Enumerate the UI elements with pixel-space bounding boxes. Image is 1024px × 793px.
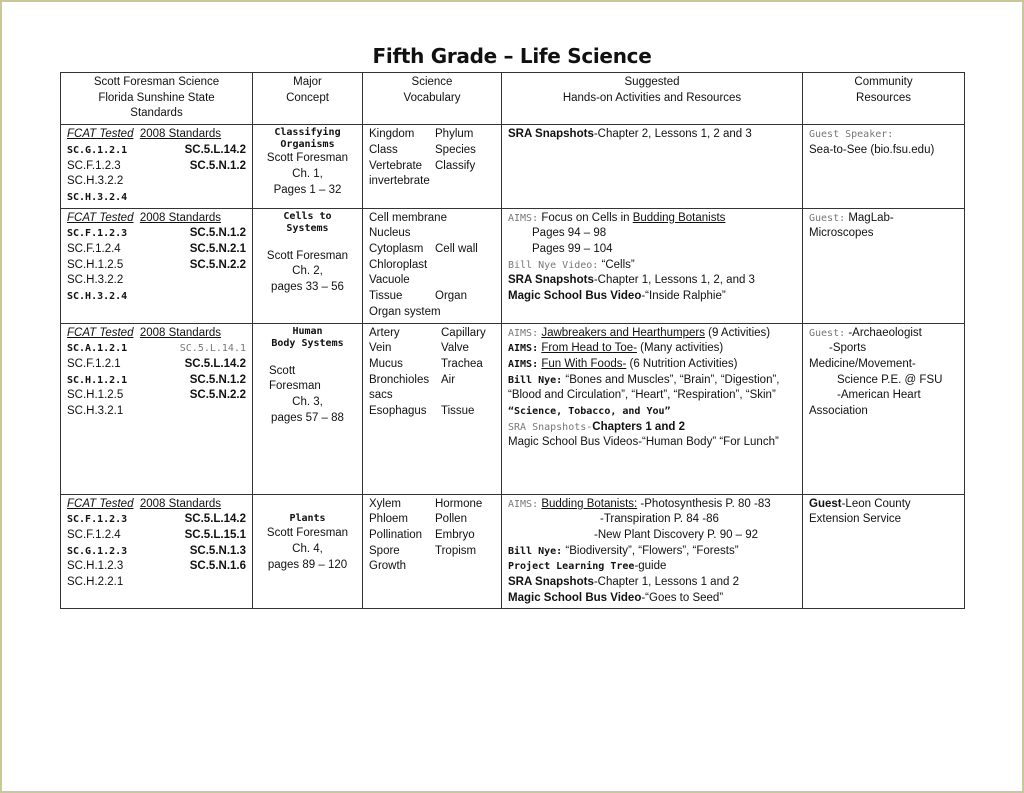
standard-code: SC.H.1.2.3 xyxy=(67,560,124,573)
concept-title: Cells to Systems xyxy=(283,210,332,234)
header-activities xyxy=(502,73,803,125)
head-to-toe-link[interactable]: From Head to Toe- xyxy=(541,342,637,355)
vocab-term: Tissue xyxy=(441,405,475,418)
activities-cell xyxy=(502,208,803,323)
project-learning-tree-text: -guide xyxy=(634,560,667,573)
vocab-term: Bronchioles xyxy=(369,373,430,386)
aims-label: AIMS: xyxy=(508,327,539,339)
standards-cell xyxy=(61,125,253,209)
magic-school-bus-text: -“Inside Ralphie” xyxy=(641,290,726,303)
aims-text: (9 Activities) xyxy=(704,326,771,339)
header-vocabulary-text: Science Vocabulary xyxy=(403,76,461,104)
bill-nye-text: “Cells” xyxy=(601,258,635,271)
project-learning-tree-label: Project Learning Tree xyxy=(508,561,635,573)
standard-code: SC.H.1.2.1 xyxy=(67,374,128,386)
header-activities-text: Suggested Hands-on Activities and Resources xyxy=(562,76,742,104)
standards-2008-label: 2008 Standards xyxy=(139,211,222,224)
standard-code-2008: SC.5.L.14.2 xyxy=(184,143,246,156)
standard-code-2008: SC.5.N.2.2 xyxy=(189,258,246,271)
vocab-term: Trachea xyxy=(441,357,483,370)
header-standards-text: Scott Foresman Science Florida Sunshine State Standards xyxy=(93,76,220,120)
standard-code-2008: SC.5.N.1.6 xyxy=(189,560,246,573)
standard-code: SC.F.1.2.4 xyxy=(67,528,121,541)
guest-label: Guest xyxy=(809,497,842,510)
aims-text: (Many activities) xyxy=(636,342,724,355)
vocab-term xyxy=(435,226,495,242)
header-community xyxy=(803,73,965,125)
budding-botanists-link[interactable]: Budding Botanists xyxy=(632,211,726,224)
vocab-term: Vertebrate xyxy=(369,159,423,172)
budding-botanists-link[interactable]: Budding Botanists: xyxy=(541,497,638,510)
standard-code-2008: SC.5.L.14.2 xyxy=(184,357,246,370)
aims-label: AIMS: xyxy=(508,343,539,355)
standard-code: SC.H.3.2.2 xyxy=(67,274,124,287)
header-vocabulary xyxy=(363,73,502,125)
standard-code-2008: SC.5.N.1.3 xyxy=(189,544,246,557)
magic-school-bus-label: Magic School Bus Video xyxy=(508,591,642,604)
aims-text: Focus on Cells in xyxy=(541,211,633,224)
concept-book: Scott Foresman xyxy=(266,249,349,262)
science-tobacco-title: “Science, Tobacco, and You” xyxy=(508,406,671,418)
vocab-term: Class xyxy=(369,143,398,156)
concept-cell xyxy=(253,323,363,494)
vocab-term xyxy=(435,258,495,274)
guest-name: MagLab- Microscopes xyxy=(809,211,894,240)
vocab-term: Vein xyxy=(369,342,392,355)
concept-pages: Pages 1 – 32 xyxy=(273,183,342,196)
community-cell xyxy=(803,323,965,494)
standard-code: SC.F.1.2.1 xyxy=(67,357,121,370)
concept-title: Classifying Organisms xyxy=(274,127,341,151)
activities-cell xyxy=(502,125,803,209)
standard-code: SC.H.3.2.4 xyxy=(67,291,128,303)
magic-school-bus-text: -“Goes to Seed” xyxy=(641,591,724,604)
vocab-term: Capillary xyxy=(441,326,486,339)
standard-code: SC.H.2.2.1 xyxy=(67,576,124,589)
sra-label: SRA Snapshots- xyxy=(508,421,593,433)
standard-code-2008: SC.5.N.2.2 xyxy=(189,389,246,402)
vocab-term: Growth xyxy=(369,560,407,573)
vocab-term: Tissue xyxy=(369,290,403,303)
standard-code: SC.G.1.2.3 xyxy=(67,545,128,557)
standard-code: SC.F.1.2.3 xyxy=(67,514,128,526)
sra-text: Chapters 1 and 2 xyxy=(592,420,685,433)
sra-text: -Chapter 1, Lessons 1, 2, and 3 xyxy=(593,274,755,287)
magic-school-bus-label: Magic School Bus Video xyxy=(508,290,642,303)
aims-label: AIMS: xyxy=(508,498,539,510)
sra-text: -Chapter 2, Lessons 1, 2 and 3 xyxy=(593,128,752,141)
concept-cell xyxy=(253,125,363,209)
concept-title: Human Body Systems xyxy=(271,325,344,349)
vocab-term xyxy=(435,559,495,575)
guest-label: Guest Speaker: xyxy=(809,129,894,141)
guest-name: -American Heart xyxy=(837,389,921,402)
vocab-term xyxy=(435,273,495,289)
vocab-term: Artery xyxy=(369,326,400,339)
guest-label: Guest: xyxy=(809,212,846,224)
vocabulary-cell xyxy=(363,208,502,323)
activity-item: -Transpiration P. 84 -86 xyxy=(600,513,719,526)
standards-cell xyxy=(61,208,253,323)
activity-item: -Photosynthesis P. 80 -83 xyxy=(640,497,771,510)
standards-cell xyxy=(61,494,253,609)
page-title: Fifth Grade – Life Science xyxy=(372,44,652,68)
vocabulary-cell xyxy=(363,125,502,209)
header-standards xyxy=(61,73,253,125)
fun-with-foods-link[interactable]: Fun With Foods- xyxy=(541,357,627,370)
standard-code-2008: SC.5.N.2.1 xyxy=(189,243,246,256)
vocab-term xyxy=(441,388,495,404)
vocab-term: Organ xyxy=(435,290,467,303)
sra-label: SRA Snapshots xyxy=(508,576,594,589)
magic-school-bus-text: Magic School Bus Videos-“Human Body” “For Lunch” xyxy=(508,436,779,449)
vocab-term: Spore xyxy=(369,544,400,557)
standard-code-2008: SC.5.N.1.2 xyxy=(189,373,246,386)
sra-text: -Chapter 1, Lessons 1 and 2 xyxy=(593,576,739,589)
guest-name: Science P.E. @ FSU xyxy=(837,373,943,386)
standards-cell xyxy=(61,323,253,494)
vocab-term: Esophagus xyxy=(369,405,427,418)
guest-name: -Leon County Extension Service xyxy=(809,497,911,526)
bill-nye-text: “Biodiversity”, “Flowers”, “Forests” xyxy=(565,544,739,557)
concept-chapter: Ch. 1, xyxy=(292,167,323,180)
vocab-term: Species xyxy=(435,143,476,156)
vocab-term: Pollen xyxy=(435,513,467,526)
concept-cell xyxy=(253,494,363,609)
concept-pages: pages 89 – 120 xyxy=(267,558,348,571)
standards-2008-label: 2008 Standards xyxy=(139,128,222,141)
concept-chapter: Ch. 4, xyxy=(292,542,323,555)
table-row xyxy=(61,208,965,323)
standards-2008-label: 2008 Standards xyxy=(139,497,222,510)
vocab-term: Kingdom xyxy=(369,128,415,141)
standards-2008-label: 2008 Standards xyxy=(139,326,222,339)
standard-code-2008: SC.5.L.15.1 xyxy=(184,528,246,541)
concept-book: Scott Foresman xyxy=(269,364,321,393)
fcat-label: FCAT Tested xyxy=(67,326,134,339)
fcat-label: FCAT Tested xyxy=(67,497,134,510)
vocab-term: sacs xyxy=(369,389,393,402)
guest-name: -Archaeologist xyxy=(848,326,922,339)
table-row xyxy=(61,494,965,609)
community-cell xyxy=(803,494,965,609)
header-community-text: Community Resources xyxy=(854,76,913,104)
standard-code-2008: SC.5.N.1.2 xyxy=(189,227,246,240)
vocab-term: Hormone xyxy=(435,497,483,510)
vocab-term: Pollination xyxy=(369,528,423,541)
community-cell xyxy=(803,208,965,323)
vocab-term: Nucleus xyxy=(369,227,411,240)
aims-label: AIMS: xyxy=(508,212,539,224)
sra-label: SRA Snapshots xyxy=(508,274,594,287)
vocab-term: Cell wall xyxy=(435,243,478,256)
table-row xyxy=(61,323,965,494)
standard-code: SC.F.1.2.3 xyxy=(67,228,128,240)
aims-text: (6 Nutrition Activities) xyxy=(626,357,738,370)
vocab-term: Classify xyxy=(435,159,476,172)
vocab-term: Xylem xyxy=(369,497,401,510)
curriculum-table xyxy=(60,72,965,609)
vocab-term: Valve xyxy=(441,342,469,355)
concept-book: Scott Foresman xyxy=(266,152,349,165)
vocab-term: Embryo xyxy=(435,528,475,541)
concept-chapter: Ch. 3, xyxy=(292,395,323,408)
table-row xyxy=(61,125,965,209)
standard-code: SC.G.1.2.1 xyxy=(67,144,128,156)
vocab-term: Air xyxy=(441,373,456,386)
vocab-term: Chloroplast xyxy=(369,258,428,271)
standard-code: SC.F.1.2.3 xyxy=(67,159,121,172)
activity-item: -New Plant Discovery P. 90 – 92 xyxy=(594,528,759,541)
standard-code-2008: SC.5.N.1.2 xyxy=(189,159,246,172)
vocab-term: Organ system xyxy=(369,305,441,318)
aims-label: AIMS: xyxy=(508,358,539,370)
guest-name: Association xyxy=(809,405,868,418)
concept-cell xyxy=(253,208,363,323)
guest-name: -Sports xyxy=(829,342,867,355)
standard-code: SC.H.3.2.1 xyxy=(67,405,124,418)
fcat-label: FCAT Tested xyxy=(67,128,134,141)
vocab-term: Phylum xyxy=(435,128,474,141)
sra-label: SRA Snapshots xyxy=(508,128,594,141)
concept-pages: pages 33 – 56 xyxy=(271,281,344,294)
standard-code: SC.F.1.2.4 xyxy=(67,243,121,256)
vocab-term: Cell membrane xyxy=(369,211,447,224)
standard-code-2008: SC.5.L.14.2 xyxy=(184,513,246,526)
vocab-term: Mucus xyxy=(369,357,403,370)
standard-code: SC.H.1.2.5 xyxy=(67,389,124,402)
concept-pages: pages 57 – 88 xyxy=(271,411,344,424)
standard-code-2008: SC.5.L.14.1 xyxy=(179,343,246,355)
activities-cell xyxy=(502,494,803,609)
vocab-term: Vacuole xyxy=(369,274,410,287)
guest-name: Medicine/Movement- xyxy=(809,357,916,370)
activities-cell xyxy=(502,323,818,494)
header-row xyxy=(61,73,965,125)
standard-code: SC.H.3.2.2 xyxy=(67,175,124,188)
concept-title: Plants xyxy=(289,512,326,524)
guest-label: Guest: xyxy=(809,327,846,339)
guest-name: Sea-to-See (bio.fsu.edu) xyxy=(809,143,935,156)
header-concept xyxy=(253,73,363,125)
standard-code: SC.A.1.2.1 xyxy=(67,343,128,355)
pages-range: Pages 99 – 104 xyxy=(532,243,613,256)
bill-nye-label: Bill Nye: xyxy=(508,545,563,557)
bill-nye-label: Bill Nye: xyxy=(508,374,563,386)
vocabulary-cell xyxy=(363,494,502,609)
pages-range: Pages 94 – 98 xyxy=(532,227,607,240)
header-concept-text: Major Concept xyxy=(286,76,329,104)
fcat-label: FCAT Tested xyxy=(67,211,134,224)
jawbreakers-link[interactable]: Jawbreakers and Hearthumpers xyxy=(541,326,705,339)
vocab-term xyxy=(435,174,495,190)
community-cell xyxy=(803,125,965,209)
vocab-term: Tropism xyxy=(435,544,477,557)
concept-book: Scott Foresman xyxy=(266,527,349,540)
vocab-term: Phloem xyxy=(369,513,408,526)
vocab-term: invertebrate xyxy=(369,175,430,188)
bill-nye-text: “Bones and Muscles”, “Brain”, “Digestion”, “Blood and Circulation”, “Heart”, “Respiration”, “Skin” xyxy=(508,373,818,402)
bill-nye-label: Bill Nye Video: xyxy=(508,259,599,271)
vocab-term: Cytoplasm xyxy=(369,243,424,256)
concept-chapter: Ch. 2, xyxy=(292,265,323,278)
standard-code: SC.H.1.2.5 xyxy=(67,258,124,271)
vocab-term xyxy=(435,305,495,321)
vocabulary-cell xyxy=(363,323,502,494)
standard-code: SC.H.3.2.4 xyxy=(67,191,128,203)
